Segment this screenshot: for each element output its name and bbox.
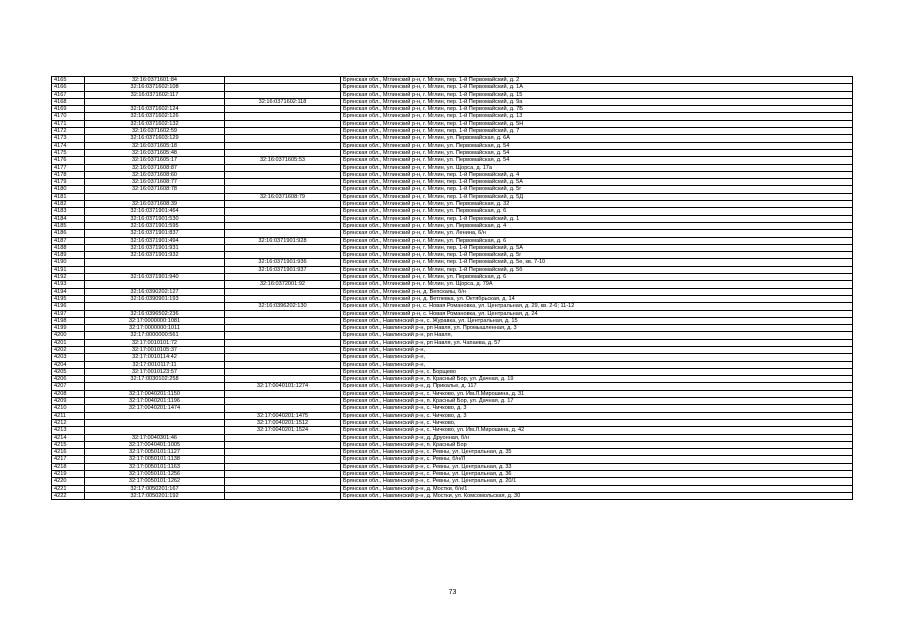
address-cell: Брянская обл., Мглинский р-н, г. Мглин, ул. Первомайская, д. 54 xyxy=(341,157,853,164)
address-cell: Брянская обл., Мглинский р-н, г. Мглин, пер. 1-й Первомайский, д. 5б xyxy=(341,266,853,273)
cadastral-number-cell: 32:17:0050201:192 xyxy=(85,492,225,499)
linked-cadastral-number-cell xyxy=(225,449,341,456)
linked-cadastral-number-cell xyxy=(225,354,341,361)
row-number-cell: 4182 xyxy=(52,201,85,208)
address-cell: Брянская обл., Навлинский р-н, рп Навля, ул. Чапаева, д. 57 xyxy=(341,339,853,346)
table-row xyxy=(52,201,853,208)
table-row xyxy=(52,142,853,149)
address-cell: Брянская обл., Мглинский р-н, д. Вепскаяы, б/н xyxy=(341,288,853,295)
registry-body xyxy=(52,77,853,500)
row-number-cell: 4216 xyxy=(52,449,85,456)
row-number-cell: 4200 xyxy=(52,332,85,339)
address-cell: Брянская обл., Мглинский р-н, г. Мглин, ул. Первомайская, д. 54 xyxy=(341,149,853,156)
cadastral-number-cell xyxy=(85,383,225,390)
linked-cadastral-number-cell xyxy=(225,471,341,478)
linked-cadastral-number-cell xyxy=(225,179,341,186)
row-number-cell: 4189 xyxy=(52,252,85,259)
cadastral-number-cell xyxy=(85,98,225,105)
linked-cadastral-number-cell xyxy=(225,456,341,463)
row-number-cell: 4193 xyxy=(52,281,85,288)
address-cell: Брянская обл., Мглинский р-н, г. Мглин, пер. 1-й Первомайский, д. 5А xyxy=(341,179,853,186)
cadastral-number-cell: 32:16:0371605:17 xyxy=(85,157,225,164)
table-row xyxy=(52,222,853,229)
table-row xyxy=(52,98,853,105)
row-number-cell: 4168 xyxy=(52,98,85,105)
row-number-cell: 4171 xyxy=(52,120,85,127)
linked-cadastral-number-cell: 32:16:0371901:937 xyxy=(225,266,341,273)
cadastral-number-cell: 32:16:0371901:464 xyxy=(85,208,225,215)
linked-cadastral-number-cell xyxy=(225,485,341,492)
row-number-cell: 4202 xyxy=(52,346,85,353)
address-cell: Брянская обл., Мглинский р-н, г. Мглин, ул. Первомайская, д. 32 xyxy=(341,201,853,208)
linked-cadastral-number-cell: 32:16:0396202:130 xyxy=(225,303,341,310)
address-cell: Брянская обл., Мглинский р-н, г. Мглин, ул. Первомайская, д. 54 xyxy=(341,142,853,149)
address-cell: Брянская обл., Навлинский р-н, с. Журавка, ул. Центральная, д. 15 xyxy=(341,317,853,324)
linked-cadastral-number-cell: 32:17:0040201:1524 xyxy=(225,427,341,434)
row-number-cell: 4180 xyxy=(52,186,85,193)
table-row xyxy=(52,449,853,456)
cadastral-number-cell: 32:16:0371608:87 xyxy=(85,164,225,171)
table-row xyxy=(52,412,853,419)
cadastral-number-cell: 32:17:0040401:1005 xyxy=(85,441,225,448)
table-row xyxy=(52,164,853,171)
cadastral-number-cell: 32:17:0050101:1256 xyxy=(85,471,225,478)
linked-cadastral-number-cell xyxy=(225,463,341,470)
address-cell: Брянская обл., Навлинский р-н, xyxy=(341,361,853,368)
linked-cadastral-number-cell xyxy=(225,164,341,171)
cadastral-number-cell xyxy=(85,266,225,273)
linked-cadastral-number-cell xyxy=(225,215,341,222)
row-number-cell: 4186 xyxy=(52,230,85,237)
linked-cadastral-number-cell: 32:17:0040201:1475 xyxy=(225,412,341,419)
cadastral-number-cell: 32:16:0371901:595 xyxy=(85,222,225,229)
table-row xyxy=(52,376,853,383)
cadastral-number-cell: 32:17:0030102:258 xyxy=(85,376,225,383)
address-cell: Брянская обл., Мглинский р-н, г. Мглин, пер. 1-й Первомайский, д. 2 xyxy=(341,77,853,84)
address-cell: Брянская обл., Мглинский р-н, г. Мглин, ул. Щорса, д. 17а xyxy=(341,164,853,171)
cadastral-number-cell: 32:16:0371601:84 xyxy=(85,77,225,84)
cadastral-number-cell xyxy=(85,412,225,419)
linked-cadastral-number-cell: 32:17:0040201:1512 xyxy=(225,419,341,426)
address-cell: Брянская обл., Навлинский р-н, рп Навля, xyxy=(341,332,853,339)
cadastral-number-cell: 32:16:0371901:837 xyxy=(85,230,225,237)
table-row xyxy=(52,310,853,317)
linked-cadastral-number-cell xyxy=(225,339,341,346)
table-row xyxy=(52,339,853,346)
cadastral-number-cell: 32:16:0371605:18 xyxy=(85,142,225,149)
cadastral-number-cell: 32:16:0371602:108 xyxy=(85,84,225,91)
row-number-cell: 4215 xyxy=(52,441,85,448)
table-row xyxy=(52,215,853,222)
linked-cadastral-number-cell xyxy=(225,390,341,397)
address-cell: Брянская обл., Навлинский р-н, с. Ревны, ул. Центральная, д. 36 xyxy=(341,471,853,478)
row-number-cell: 4210 xyxy=(52,405,85,412)
table-row xyxy=(52,295,853,302)
address-cell: Брянская обл., Навлинский р-н, п. Красный Бор xyxy=(341,441,853,448)
table-row xyxy=(52,135,853,142)
table-row xyxy=(52,230,853,237)
cadastral-number-cell: 32:17:0050101:1138 xyxy=(85,456,225,463)
cadastral-number-cell: 32:16:0371901:931 xyxy=(85,244,225,251)
row-number-cell: 4190 xyxy=(52,259,85,266)
address-cell: Брянская обл., Мглинский р-н, г. Мглин, пер. 1-й Первомайский, д. 4 xyxy=(341,171,853,178)
address-cell: Брянская обл., Мглинский р-н, г. Мглин, пер. 1-й Первомайский, д. 1 xyxy=(341,215,853,222)
address-cell: Брянская обл., Мглинский р-н, г. Мглин, ул. Первомайская, д. 6 xyxy=(341,237,853,244)
cadastral-number-cell: 32:16:0371608:60 xyxy=(85,171,225,178)
cadastral-number-cell: 32:16:0371901:494 xyxy=(85,237,225,244)
address-cell: Брянская обл., Навлинский р-н, д. Прикалье, д. 117 xyxy=(341,383,853,390)
table-row xyxy=(52,456,853,463)
address-cell: Брянская обл., Мглинский р-н, г. Мглин, ул. Первомайская, д. 6А xyxy=(341,135,853,142)
table-row xyxy=(52,120,853,127)
cadastral-number-cell: 32:17:0010117:11 xyxy=(85,361,225,368)
address-cell: Брянская обл., Навлинский р-н, xyxy=(341,354,853,361)
cadastral-number-cell xyxy=(85,193,225,200)
address-cell: Брянская обл., Мглинский р-н, г. Мглин, пер. 1-й Первомайский, д. 5г xyxy=(341,186,853,193)
cadastral-number-cell: 32:17:0040201:1150 xyxy=(85,390,225,397)
cadastral-number-cell: 32:17:0000000:1011 xyxy=(85,325,225,332)
address-cell: Брянская обл., Мглинский р-н, с. Новая Романовка, ул. Центральная, д. 24 xyxy=(341,310,853,317)
cadastral-number-cell: 32:17:0050101:1127 xyxy=(85,449,225,456)
address-cell: Брянская обл., Навлинский р-н, д. Мостки, б/н/1 xyxy=(341,485,853,492)
row-number-cell: 4173 xyxy=(52,135,85,142)
address-cell: Брянская обл., Навлинский р-н, xyxy=(341,346,853,353)
linked-cadastral-number-cell xyxy=(225,84,341,91)
linked-cadastral-number-cell xyxy=(225,120,341,127)
linked-cadastral-number-cell xyxy=(225,171,341,178)
table-row xyxy=(52,441,853,448)
linked-cadastral-number-cell xyxy=(225,295,341,302)
linked-cadastral-number-cell xyxy=(225,149,341,156)
row-number-cell: 4206 xyxy=(52,376,85,383)
row-number-cell: 4197 xyxy=(52,310,85,317)
table-row xyxy=(52,281,853,288)
table-row xyxy=(52,244,853,251)
table-row xyxy=(52,303,853,310)
address-cell: Брянская обл., Навлинский р-н, с. Чичково, ул. Им.Л.Мирошина, д. 31 xyxy=(341,390,853,397)
cadastral-number-cell: 32:16:0371602:126 xyxy=(85,113,225,120)
cadastral-number-cell: 32:16:0371901:940 xyxy=(85,274,225,281)
address-cell: Брянская обл., Мглинский р-н, г. Мглин, пер. 1-й Первомайский, д. 7 xyxy=(341,128,853,135)
cadastral-number-cell: 32:16:0371602:117 xyxy=(85,91,225,98)
linked-cadastral-number-cell xyxy=(225,186,341,193)
cadastral-number-cell xyxy=(85,419,225,426)
address-cell: Брянская обл., Мглинский р-н, г. Мглин, пер. 1-й Первомайский, д. 15 xyxy=(341,91,853,98)
row-number-cell: 4192 xyxy=(52,274,85,281)
address-cell: Брянская обл., Мглинский р-н, г. Мглин, пер. 1-й Первомайский, д. 5Д xyxy=(341,193,853,200)
linked-cadastral-number-cell xyxy=(225,398,341,405)
table-row xyxy=(52,266,853,273)
address-cell: Брянская обл., Навлинский р-н, п. Красный Бор, ул. Дачная, д. 17 xyxy=(341,398,853,405)
address-cell: Брянская обл., Мглинский р-н, д. Ветлевка, ул. Октябрьская, д. 14 xyxy=(341,295,853,302)
address-cell: Брянская обл., Мглинский р-н, г. Мглин, пер. 1-й Первомайский, д. 13 xyxy=(341,113,853,120)
address-cell: Брянская обл., Навлинский р-н, с. Ревны, б/н/Л xyxy=(341,456,853,463)
table-row xyxy=(52,325,853,332)
row-number-cell: 4207 xyxy=(52,383,85,390)
page-number: 73 xyxy=(448,589,457,596)
linked-cadastral-number-cell xyxy=(225,368,341,375)
address-cell: Брянская обл., Навлинский р-н, с. Чичково, ул. Им.Л.Мирошина, д. 42 xyxy=(341,427,853,434)
table-row xyxy=(52,492,853,499)
row-number-cell: 4222 xyxy=(52,492,85,499)
row-number-cell: 4196 xyxy=(52,303,85,310)
cadastral-number-cell: 32:16:0371605:48 xyxy=(85,149,225,156)
table-row xyxy=(52,361,853,368)
row-number-cell: 4176 xyxy=(52,157,85,164)
address-cell: Брянская обл., Мглинский р-н, г. Мглин, ул. Первомайская, д. 4 xyxy=(341,222,853,229)
address-cell: Брянская обл., Навлинский р-н, с. Ревны, ул. Центральная, д. 20/1 xyxy=(341,478,853,485)
linked-cadastral-number-cell xyxy=(225,376,341,383)
row-number-cell: 4198 xyxy=(52,317,85,324)
row-number-cell: 4218 xyxy=(52,463,85,470)
cadastral-number-cell: 32:17:0040201:1196 xyxy=(85,398,225,405)
cadastral-number-cell: 32:16:0371603:129 xyxy=(85,135,225,142)
table-row xyxy=(52,398,853,405)
cadastral-number-cell: 32:16:0371602:124 xyxy=(85,106,225,113)
row-number-cell: 4183 xyxy=(52,208,85,215)
address-cell: Брянская обл., Мглинский р-н, с. Новая Романовка, ул. Центральная, д. 29, кв. 2-6; 11-12 xyxy=(341,303,853,310)
table-row xyxy=(52,368,853,375)
linked-cadastral-number-cell xyxy=(225,91,341,98)
row-number-cell: 4208 xyxy=(52,390,85,397)
table-row xyxy=(52,208,853,215)
row-number-cell: 4177 xyxy=(52,164,85,171)
row-number-cell: 4195 xyxy=(52,295,85,302)
cadastral-number-cell xyxy=(85,281,225,288)
linked-cadastral-number-cell xyxy=(225,201,341,208)
row-number-cell: 4174 xyxy=(52,142,85,149)
cadastral-number-cell: 32:16:0371602:132 xyxy=(85,120,225,127)
cadastral-number-cell: 32:17:0040201:1474 xyxy=(85,405,225,412)
linked-cadastral-number-cell xyxy=(225,310,341,317)
table-row xyxy=(52,288,853,295)
row-number-cell: 4172 xyxy=(52,128,85,135)
table-row xyxy=(52,106,853,113)
table-row xyxy=(52,91,853,98)
row-number-cell: 4179 xyxy=(52,179,85,186)
table-row xyxy=(52,179,853,186)
table-row xyxy=(52,259,853,266)
cadastral-number-cell: 32:17:0040301:46 xyxy=(85,434,225,441)
table-row xyxy=(52,274,853,281)
address-cell: Брянская обл., Навлинский р-н, с. Чичково, xyxy=(341,419,853,426)
cadastral-number-cell: 32:17:0000000:1081 xyxy=(85,317,225,324)
row-number-cell: 4166 xyxy=(52,84,85,91)
row-number-cell: 4213 xyxy=(52,427,85,434)
linked-cadastral-number-cell xyxy=(225,106,341,113)
address-cell: Брянская обл., Мглинский р-н, г. Мглин, пер. 1-й Первомайский, д. 5А xyxy=(341,244,853,251)
linked-cadastral-number-cell xyxy=(225,222,341,229)
linked-cadastral-number-cell xyxy=(225,478,341,485)
row-number-cell: 4201 xyxy=(52,339,85,346)
row-number-cell: 4221 xyxy=(52,485,85,492)
linked-cadastral-number-cell: 32:16:0371605:53 xyxy=(225,157,341,164)
address-cell: Брянская обл., Мглинский р-н, г. Мглин, ул. Ленина, 6/н xyxy=(341,230,853,237)
address-cell: Брянская обл., Мглинский р-н, г. Мглин, ул. Первомайская, д. 6 xyxy=(341,274,853,281)
row-number-cell: 4205 xyxy=(52,368,85,375)
linked-cadastral-number-cell xyxy=(225,135,341,142)
cadastral-number-cell: 32:17:0050201:167 xyxy=(85,485,225,492)
table-row xyxy=(52,463,853,470)
address-cell: Брянская обл., Навлинский р-н, рп Навля, ул. Промышленная, д. 3 xyxy=(341,325,853,332)
row-number-cell: 4211 xyxy=(52,412,85,419)
table-row xyxy=(52,149,853,156)
row-number-cell: 4170 xyxy=(52,113,85,120)
address-cell: Брянская обл., Навлинский р-н, с. Чичково, д. 3 xyxy=(341,405,853,412)
table-row xyxy=(52,84,853,91)
row-number-cell: 4212 xyxy=(52,419,85,426)
table-row xyxy=(52,346,853,353)
address-cell: Брянская обл., Навлинский р-н, д. Друонная, б/н xyxy=(341,434,853,441)
row-number-cell: 4220 xyxy=(52,478,85,485)
cadastral-number-cell: 32:16:0371608:39 xyxy=(85,201,225,208)
cadastral-number-cell: 32:17:0000000:561 xyxy=(85,332,225,339)
table-row xyxy=(52,332,853,339)
row-number-cell: 4219 xyxy=(52,471,85,478)
address-cell: Брянская обл., Мглинский р-н, г. Мглин, ул. Щорса, д. 79А xyxy=(341,281,853,288)
row-number-cell: 4187 xyxy=(52,237,85,244)
linked-cadastral-number-cell: 32:16:0371602:118 xyxy=(225,98,341,105)
linked-cadastral-number-cell xyxy=(225,113,341,120)
linked-cadastral-number-cell: 32:16:0372001:92 xyxy=(225,281,341,288)
table-row xyxy=(52,193,853,200)
row-number-cell: 4209 xyxy=(52,398,85,405)
linked-cadastral-number-cell xyxy=(225,288,341,295)
table-row xyxy=(52,427,853,434)
cadastral-number-cell: 32:17:0010114:42 xyxy=(85,354,225,361)
table-row xyxy=(52,405,853,412)
row-number-cell: 4199 xyxy=(52,325,85,332)
row-number-cell: 4165 xyxy=(52,77,85,84)
table-row xyxy=(52,354,853,361)
linked-cadastral-number-cell xyxy=(225,346,341,353)
cadastral-number-cell xyxy=(85,303,225,310)
linked-cadastral-number-cell xyxy=(225,434,341,441)
cadastral-number-cell xyxy=(85,427,225,434)
address-cell: Брянская обл., Мглинский р-н, г. Мглин, пер. 1-й Первомайский, д. 1А xyxy=(341,84,853,91)
cadastral-number-cell xyxy=(85,259,225,266)
cadastral-number-cell: 32:17:0050101:1163 xyxy=(85,463,225,470)
row-number-cell: 4194 xyxy=(52,288,85,295)
row-number-cell: 4167 xyxy=(52,91,85,98)
linked-cadastral-number-cell xyxy=(225,77,341,84)
address-cell: Брянская обл., Навлинский р-н, с. Борщево xyxy=(341,368,853,375)
cadastral-number-cell: 32:17:0010101:72 xyxy=(85,339,225,346)
row-number-cell: 4185 xyxy=(52,222,85,229)
address-cell: Брянская обл., Мглинский р-н, г. Мглин, пер. 1-й Первомайский, д. 7Б xyxy=(341,106,853,113)
table-row xyxy=(52,128,853,135)
linked-cadastral-number-cell: 32:16:0371608:79 xyxy=(225,193,341,200)
linked-cadastral-number-cell: 32:17:0040101:1274 xyxy=(225,383,341,390)
row-number-cell: 4191 xyxy=(52,266,85,273)
table-row xyxy=(52,471,853,478)
table-row xyxy=(52,317,853,324)
linked-cadastral-number-cell xyxy=(225,332,341,339)
table-row xyxy=(52,434,853,441)
registry-table xyxy=(51,76,853,500)
table-row xyxy=(52,419,853,426)
address-cell: Брянская обл., Мглинский р-н, г. Мглин, пер. 1-й Первомайский, д. 9а xyxy=(341,98,853,105)
table-row xyxy=(52,157,853,164)
cadastral-number-cell: 32:16:0371901:932 xyxy=(85,252,225,259)
linked-cadastral-number-cell xyxy=(225,361,341,368)
table-row xyxy=(52,113,853,120)
linked-cadastral-number-cell xyxy=(225,492,341,499)
row-number-cell: 4217 xyxy=(52,456,85,463)
table-row xyxy=(52,77,853,84)
row-number-cell: 4214 xyxy=(52,434,85,441)
address-cell: Брянская обл., Навлинский р-н, с. Чичково, д. 3 xyxy=(341,412,853,419)
cadastral-number-cell: 32:16:0371602:59 xyxy=(85,128,225,135)
row-number-cell: 4184 xyxy=(52,215,85,222)
cadastral-number-cell: 32:16:0371901:530 xyxy=(85,215,225,222)
row-number-cell: 4169 xyxy=(52,106,85,113)
address-cell: Брянская обл., Навлинский р-н, п. Красный Бор, ул. Дачная, д. 19 xyxy=(341,376,853,383)
address-cell: Брянская обл., Мглинский р-н, г. Мглин, ул. Первомайская, д. 6 xyxy=(341,208,853,215)
row-number-cell: 4181 xyxy=(52,193,85,200)
address-cell: Брянская обл., Навлинский р-н, с. Ревны, ул. Центральная, д. 33 xyxy=(341,463,853,470)
address-cell: Брянская обл., Навлинский р-н, д. Мостки, ул. Комсомольская, д. 30 xyxy=(341,492,853,499)
linked-cadastral-number-cell xyxy=(225,208,341,215)
address-cell: Брянская обл., Навлинский р-н, с. Ревны, ул. Центральная, д. 35 xyxy=(341,449,853,456)
table-row xyxy=(52,478,853,485)
cadastral-number-cell: 32:16:0390901:193 xyxy=(85,295,225,302)
linked-cadastral-number-cell xyxy=(225,252,341,259)
row-number-cell: 4175 xyxy=(52,149,85,156)
linked-cadastral-number-cell xyxy=(225,325,341,332)
table-row xyxy=(52,186,853,193)
address-cell: Брянская обл., Мглинский р-н, г. Мглин, пер. 1-й Первомайский, д. 5Н xyxy=(341,120,853,127)
linked-cadastral-number-cell xyxy=(225,317,341,324)
linked-cadastral-number-cell: 32:16:0371901:936 xyxy=(225,259,341,266)
row-number-cell: 4188 xyxy=(52,244,85,251)
cadastral-number-cell: 32:17:0010123:57 xyxy=(85,368,225,375)
cadastral-number-cell: 32:16:0371608:77 xyxy=(85,179,225,186)
table-row xyxy=(52,237,853,244)
row-number-cell: 4204 xyxy=(52,361,85,368)
cadastral-number-cell: 32:17:0010105:37 xyxy=(85,346,225,353)
linked-cadastral-number-cell xyxy=(225,230,341,237)
table-row xyxy=(52,252,853,259)
linked-cadastral-number-cell xyxy=(225,405,341,412)
table-row xyxy=(52,485,853,492)
table-row xyxy=(52,383,853,390)
cadastral-number-cell: 32:16:0396502:236 xyxy=(85,310,225,317)
linked-cadastral-number-cell: 32:16:0371901:928 xyxy=(225,237,341,244)
linked-cadastral-number-cell xyxy=(225,274,341,281)
address-cell: Брянская обл., Мглинский р-н, г. Мглин, пер. 1-й Первомайский, д. 5г xyxy=(341,252,853,259)
cadastral-number-cell: 32:17:0050101:1262 xyxy=(85,478,225,485)
row-number-cell: 4178 xyxy=(52,171,85,178)
address-cell: Брянская обл., Мглинский р-н, г. Мглин, пер. 1-й Первомайский, д. 5е, кв. 7-10 xyxy=(341,259,853,266)
cadastral-number-cell: 32:16:0390202:127 xyxy=(85,288,225,295)
linked-cadastral-number-cell xyxy=(225,441,341,448)
linked-cadastral-number-cell xyxy=(225,142,341,149)
row-number-cell: 4203 xyxy=(52,354,85,361)
linked-cadastral-number-cell xyxy=(225,128,341,135)
table-row xyxy=(52,390,853,397)
cadastral-number-cell: 32:16:0371608:78 xyxy=(85,186,225,193)
linked-cadastral-number-cell xyxy=(225,244,341,251)
table-row xyxy=(52,171,853,178)
